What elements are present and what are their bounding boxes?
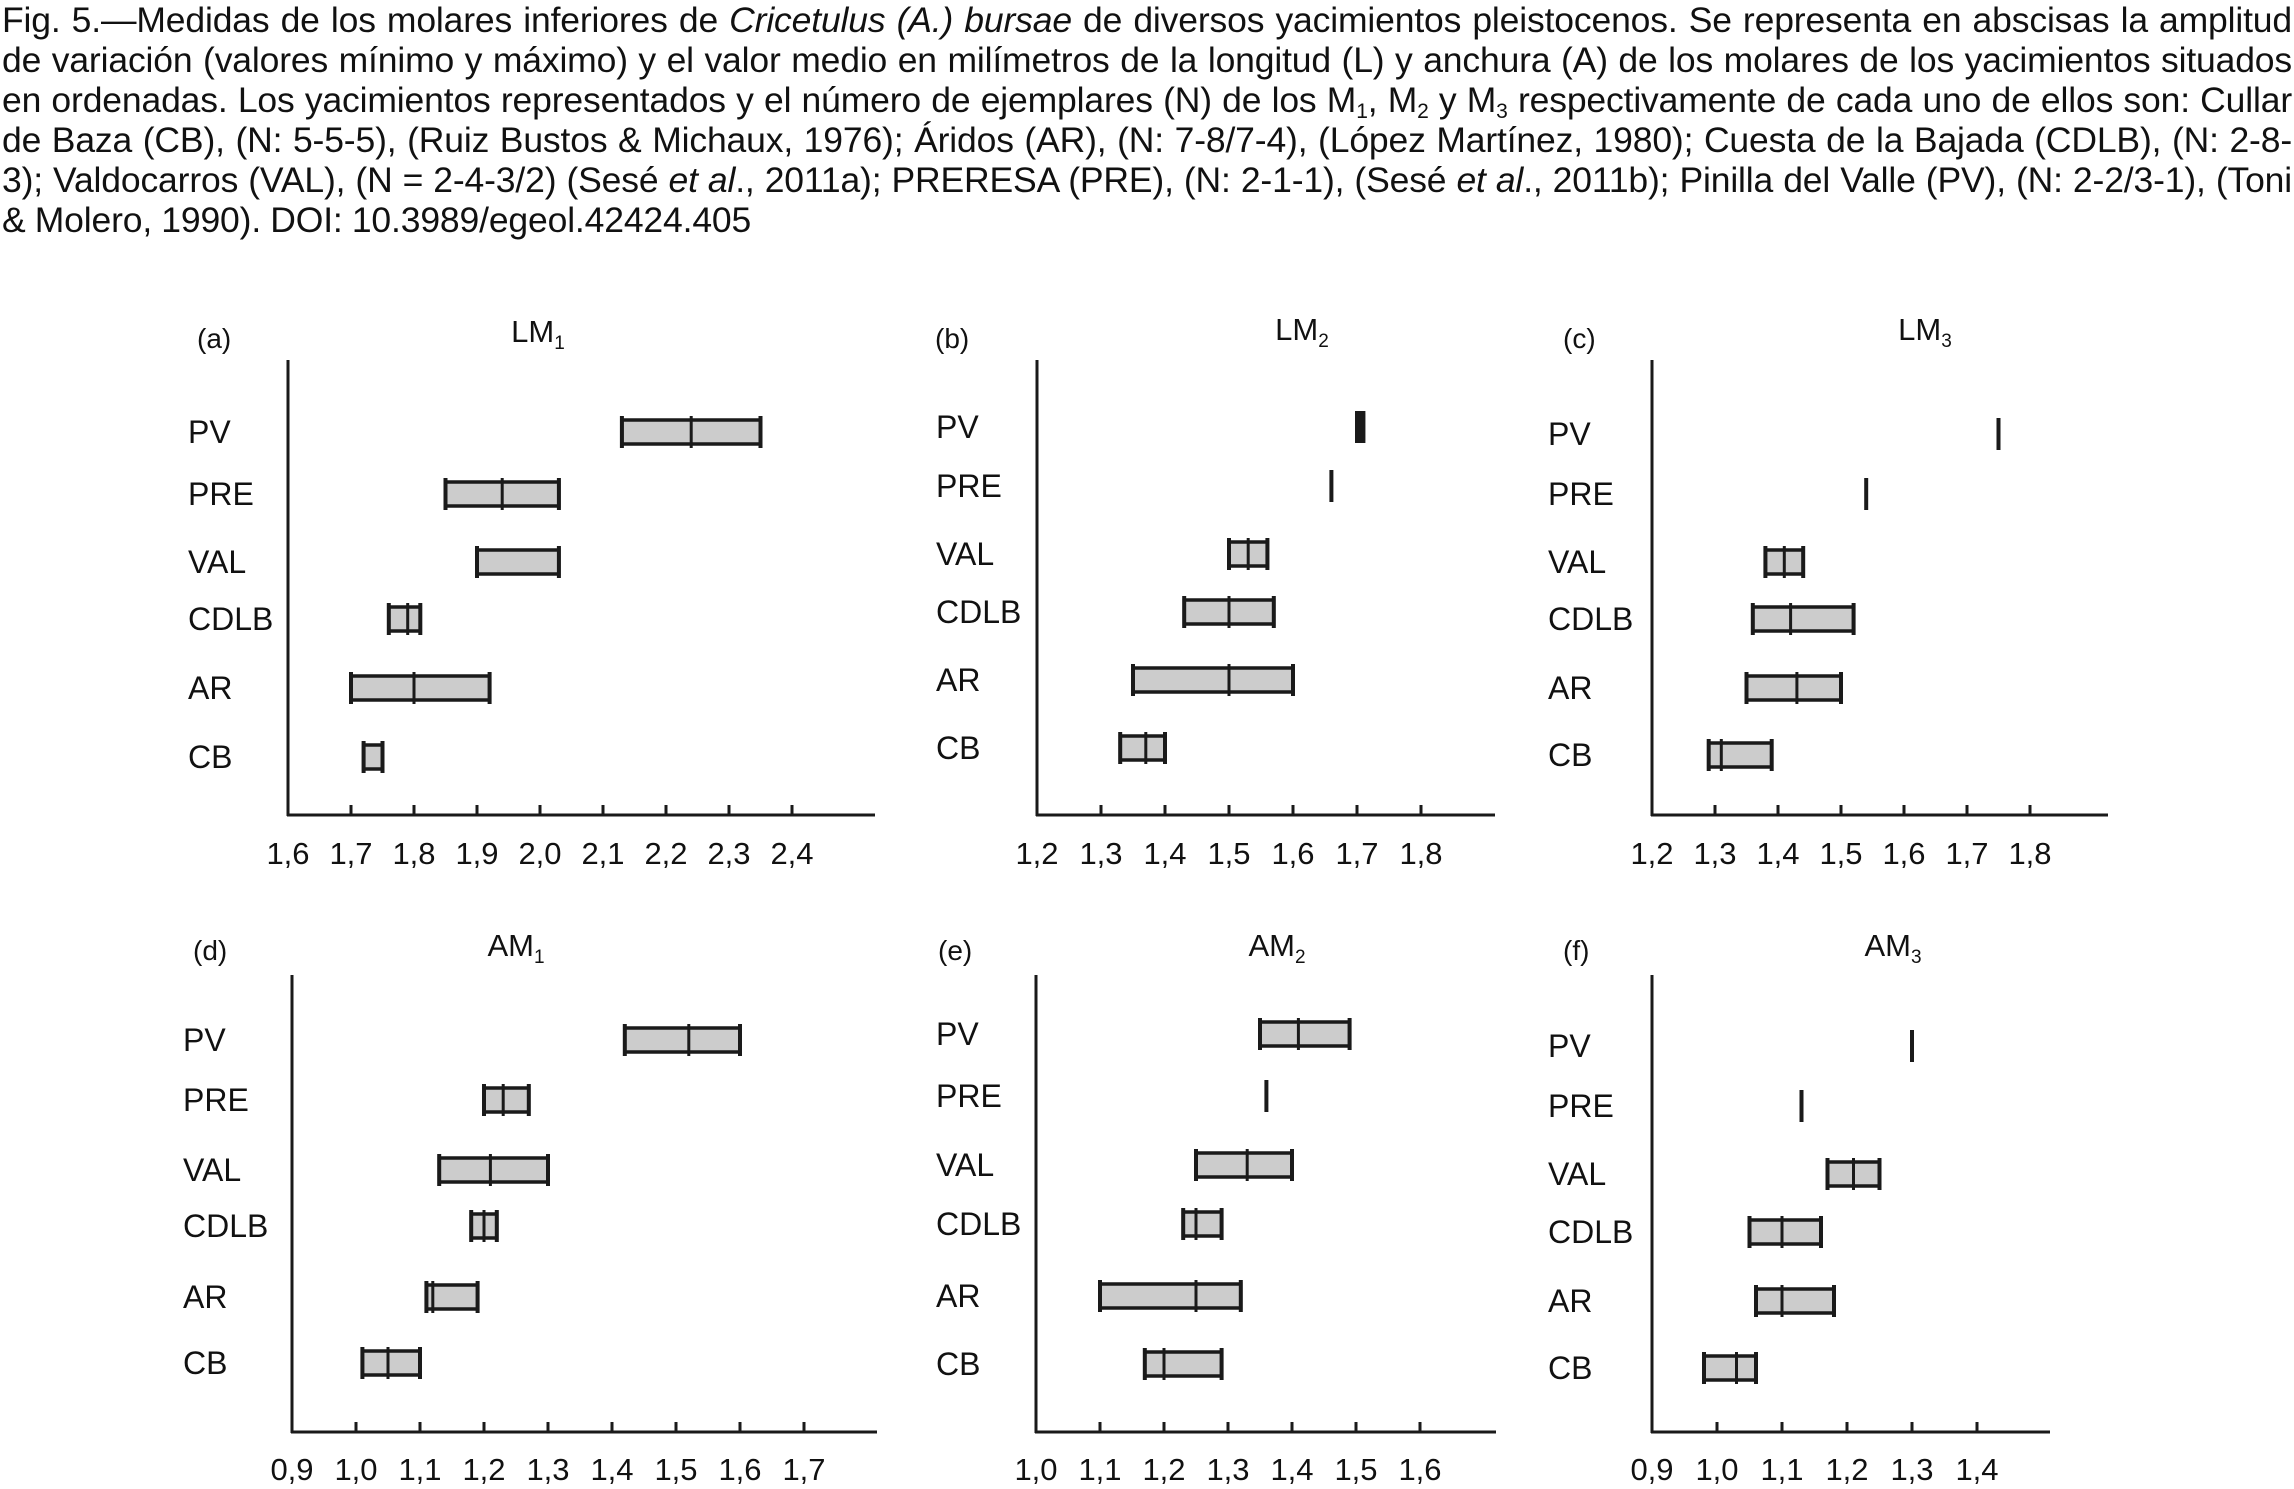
range-bar [389,607,421,631]
panel-title-subscript: 2 [1318,331,1329,352]
site-label: PRE [183,1082,249,1118]
range-bar [1753,607,1854,631]
x-tick-label: 1,5 [654,1452,698,1487]
x-tick-label: 1,3 [1079,836,1123,871]
site-label: VAL [936,1147,995,1183]
panel-label: (d) [193,935,228,966]
range-bar [1750,1220,1822,1244]
range-bar [364,745,383,769]
range-bar [1145,1352,1222,1376]
site-label: CDLB [936,594,1022,630]
site-label: PV [936,409,979,445]
site-label: PRE [188,476,254,512]
x-tick-label: 1,5 [1819,836,1863,871]
x-tick-label: 1,2 [1015,836,1059,871]
range-bar [1183,1212,1221,1236]
x-tick-label: 1,0 [1014,1452,1058,1487]
site-label: PRE [936,1078,1002,1114]
site-label: PV [188,414,231,450]
x-tick-label: 1,6 [266,836,310,871]
site-label: VAL [1548,1156,1607,1192]
panel-title: $AM_2$ [1248,928,1306,968]
site-label: VAL [183,1152,242,1188]
site-label: PV [1548,416,1591,452]
range-bar [351,676,490,700]
x-tick-label: 2,4 [770,836,814,871]
x-tick-label: 1,1 [398,1452,442,1487]
x-tick-label: 2,3 [707,836,751,871]
site-label: CDLB [1548,601,1634,637]
site-label: CB [936,1346,981,1382]
site-label: AR [188,670,233,706]
caption-text: Fig. 5.—Medidas de los molares inferiores de [2,0,730,40]
site-label: CDLB [936,1206,1022,1242]
panel-title: $LM_3$ [1898,312,1952,352]
caption-subscript: 3 [1496,100,1508,123]
x-tick-label: 1,7 [1335,836,1379,871]
x-tick-label: 1,5 [1207,836,1251,871]
site-label: CDLB [188,601,274,637]
x-tick-label: 1,4 [590,1452,634,1487]
x-tick-label: 1,9 [455,836,499,871]
x-tick-label: 1,0 [334,1452,378,1487]
x-tick-label: 1,3 [1693,836,1737,871]
x-tick-label: 1,2 [462,1452,506,1487]
x-tick-label: 1,2 [1630,836,1674,871]
x-tick-label: 1,1 [1078,1452,1122,1487]
x-tick-label: 1,6 [1271,836,1315,871]
x-tick-label: 1,6 [718,1452,762,1487]
site-label: AR [1548,670,1593,706]
panel-label: (f) [1563,935,1590,966]
x-tick-label: 1,8 [1399,836,1443,871]
caption-taxon: Cricetulus (A.) bursae [729,0,1072,40]
panel-title: $LM_1$ [511,314,565,354]
site-label: CB [183,1345,228,1381]
panel-label: (e) [938,935,973,966]
panel-label: (a) [197,323,232,354]
range-bar [1756,1289,1834,1313]
x-tick-label: 1,4 [1756,836,1800,871]
range-bar [362,1351,420,1375]
site-label: AR [936,1278,981,1314]
caption-subscript: 2 [1417,100,1429,123]
x-tick-label: 1,7 [329,836,373,871]
x-tick-label: 2,1 [581,836,625,871]
range-bar [484,1088,529,1112]
site-label: VAL [936,536,995,572]
range-bar [1196,1153,1292,1177]
range-bar [477,550,559,574]
caption-etal: et al [668,160,736,200]
range-bar [1704,1356,1756,1380]
panel-title-subscript: 2 [1294,947,1306,968]
x-tick-label: 1,8 [392,836,436,871]
site-label: CDLB [183,1208,269,1244]
site-label: CB [936,730,981,766]
site-label: VAL [1548,544,1607,580]
x-tick-label: 1,7 [782,1452,826,1487]
range-bar [439,1158,548,1182]
caption-text: de diversos yacimientos pleistocenos. Se representa en abscisas la amplitud de variación (valores mínimo y máximo) y el valor medio en milímetros de la longitud (L) y anchura (A) de los molares de los yacimientos situados en ordenadas. Los yacimientos representados y el número de ejemplares (N) de los M [2,0,2292,120]
site-label: PV [936,1016,979,1052]
x-tick-label: 1,3 [526,1452,570,1487]
caption-etal: et al [1456,160,1524,200]
x-tick-label: 1,3 [1206,1452,1250,1487]
site-label: VAL [188,544,247,580]
range-bar [625,1028,740,1052]
x-tick-label: 1,5 [1334,1452,1378,1487]
x-tick-label: 0,9 [1630,1452,1674,1487]
caption-text: respectivamente de cada uno de ellos son: Cullar de Baza (CB), (N: 5-5-5), (Ruiz Bustos & Michaux, 1976); Áridos (AR), (N: 7-8/7-4), (López Martínez, 1980); Cuesta de la Bajada (CDLB), (N: 2-8-3); Valdocarros (VAL), (N = 2-4-3/2) (Sesé [2,80,2292,200]
site-label: CB [188,739,233,775]
range-bar [1709,743,1772,767]
site-label: CB [1548,1350,1593,1386]
x-tick-label: 1,8 [2008,836,2052,871]
range-bar [1747,676,1842,700]
panel-label: (b) [935,323,970,354]
caption-text: y M [1428,80,1497,120]
x-tick-label: 0,9 [270,1452,314,1487]
panel-title: $AM_1$ [487,928,545,968]
site-label: CB [1548,737,1593,773]
x-tick-label: 1,2 [1825,1452,1869,1487]
x-tick-label: 1,3 [1890,1452,1934,1487]
site-label: AR [183,1279,228,1315]
panel-title-subscript: 1 [554,333,565,354]
site-label: AR [936,662,981,698]
x-tick-label: 1,4 [1143,836,1187,871]
site-label: PV [183,1022,226,1058]
x-tick-label: 1,6 [1882,836,1926,871]
site-label: CDLB [1548,1214,1634,1250]
x-tick-label: 2,0 [518,836,562,871]
x-tick-label: 1,6 [1398,1452,1442,1487]
range-bar [1133,668,1293,692]
site-label: AR [1548,1283,1593,1319]
site-label: PRE [1548,476,1614,512]
panel-title-subscript: 1 [533,947,545,968]
site-label: PV [1548,1028,1591,1064]
caption-text: , M [1367,80,1418,120]
site-label: PRE [936,468,1002,504]
panel-title-subscript: 3 [1910,947,1922,968]
x-tick-label: 1,7 [1945,836,1989,871]
range-bar [1100,1284,1241,1308]
caption-text: ., 2011b); Pinilla del Valle (PV), (N: 2-2/3-1), (Toni & Molero, 1990). DOI: 10.3989/egeol.42424.405 [2,160,2293,240]
x-tick-label: 1,0 [1695,1452,1739,1487]
panel-title: $AM_3$ [1864,928,1922,968]
panel-label: (c) [1563,323,1596,354]
caption-subscript: 1 [1356,100,1368,123]
x-tick-label: 1,4 [1955,1452,1999,1487]
x-tick-label: 1,4 [1270,1452,1314,1487]
x-tick-label: 2,2 [644,836,688,871]
range-bar [1260,1022,1350,1046]
site-label: PRE [1548,1088,1614,1124]
x-tick-label: 1,1 [1760,1452,1804,1487]
x-tick-label: 1,2 [1142,1452,1186,1487]
caption-text: ., 2011a); PRERESA (PRE), (N: 2-1-1), (Sesé [735,160,1457,200]
range-bar [1120,736,1165,760]
panel-title: $LM_2$ [1275,312,1329,352]
panel-title-subscript: 3 [1941,331,1952,352]
